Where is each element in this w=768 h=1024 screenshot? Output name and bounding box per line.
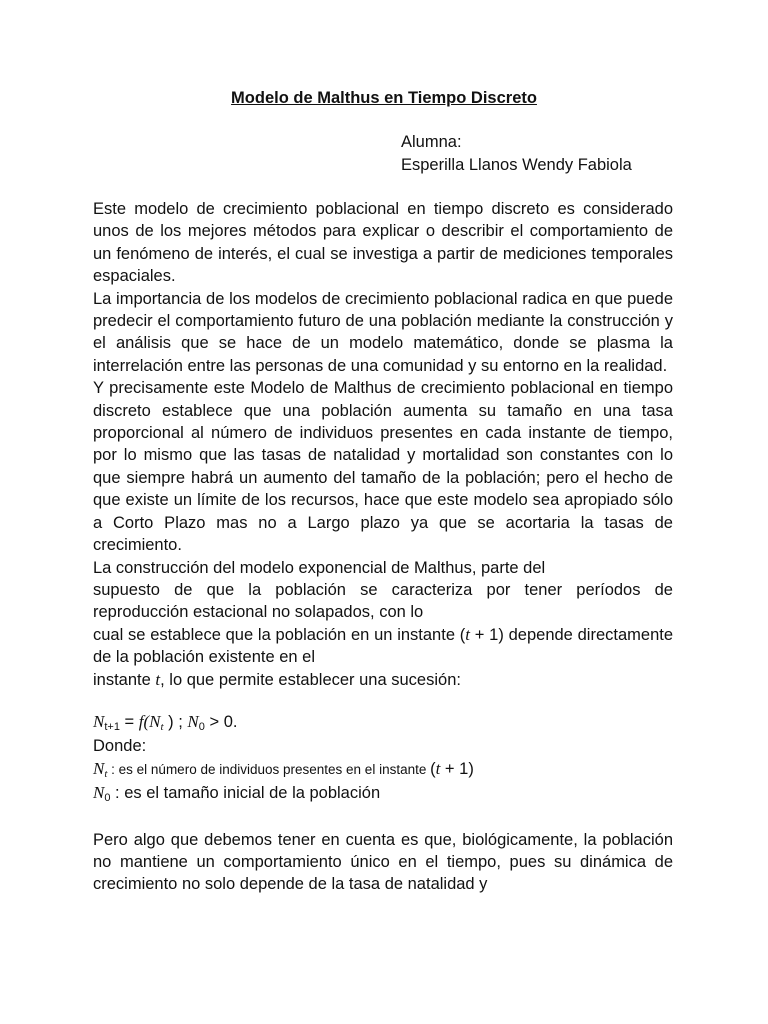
formula-eq: = xyxy=(119,712,139,731)
def1-paren: ( xyxy=(430,759,436,778)
formula-sub-t: t xyxy=(160,720,164,733)
def2-text: : es el tamaño inicial de la población xyxy=(110,784,381,803)
variable-t: t xyxy=(155,669,161,689)
definition-2 xyxy=(93,782,673,806)
paragraph-4-line-4 xyxy=(93,669,673,691)
formula-N-arg: N xyxy=(149,711,161,731)
line-3-end: + 1) depende directamente de la población existente en el xyxy=(93,625,674,667)
paragraph-4-line-2: supuesto de que la población se caracteriza por tener períodos de reproducción estacional no solapados, con lo xyxy=(93,580,673,622)
line-4-start: instante xyxy=(93,670,156,689)
document-title: Modelo de Malthus en Tiempo Discreto xyxy=(231,89,537,107)
paragraph-4-line-3 xyxy=(93,624,673,669)
def1-sub-t: t xyxy=(104,767,108,780)
author-label: Alumna: xyxy=(401,133,462,151)
variable-t: t xyxy=(465,624,470,644)
donde-label: Donde: xyxy=(93,737,147,756)
line-3-start: cual se establece que la población en un instante ( xyxy=(93,625,466,644)
formula-paren-close: ) ; xyxy=(163,712,188,731)
author-name: Esperilla Llanos Wendy Fabiola xyxy=(401,155,632,174)
spacer xyxy=(93,691,673,711)
formula-paren: ( xyxy=(143,711,150,731)
document-body xyxy=(93,198,673,896)
def1-tail: + 1) xyxy=(440,759,474,778)
definition-1 xyxy=(93,758,673,782)
paragraph-5: Pero algo que debemos tener en cuenta es que, biológicamente, la población no mantiene un comportamiento único en el tiempo, pues su dinámica de crecimiento no solo depende de la tasa de natalidad y xyxy=(93,830,673,894)
def1-t: t xyxy=(435,758,441,778)
paragraph-3: Y precisamente este Modelo de Malthus de crecimiento poblacional en tiempo discreto establece que una población aumenta su tamaño en una tasa proporcional al número de individuos presentes en cada instante de tiempo, por lo mismo que las tasas de natalidad y mortalidad son constantes con lo que siempre habrá un aumento del tamaño de la población; pero el hecho de que existe un límite de los recursos, hace que este modelo sea apropiado sólo a Corto Plazo mas no a Largo plazo ya que se acortaria la tasas de crecimiento. xyxy=(93,379,673,555)
paragraph-1: Este modelo de crecimiento poblacional en tiempo discreto es considerado unos de los mejores métodos para explicar o describir el comportamiento de un fenómeno de interés, el cual se investiga a partir de mediciones temporales espaciales. xyxy=(93,200,673,286)
formula xyxy=(93,711,673,735)
spacer xyxy=(93,807,673,829)
def1-N: N xyxy=(93,758,105,778)
formula-sub-t1: t+1 xyxy=(104,720,120,733)
def2-sub-0: 0 xyxy=(104,792,111,805)
formula-sub-0: 0 xyxy=(198,720,205,733)
def2-N: N xyxy=(93,783,105,803)
formula-f: f xyxy=(138,711,144,731)
author-block xyxy=(401,131,632,176)
formula-tail: > 0. xyxy=(204,712,238,731)
def1-text: : es el número de individuos presentes en el instante xyxy=(107,761,431,777)
line-4-end: , lo que permite establecer una sucesión: xyxy=(160,670,461,689)
formula-N: N xyxy=(93,711,105,731)
paragraph-4-line-1: La construcción del modelo exponencial de Malthus, parte del xyxy=(93,558,546,577)
paragraph-2: La importancia de los modelos de crecimiento poblacional radica en que puede predecir el comportamiento futuro de una población mediante la construcción y el análisis que se hace de un modelo matemático, donde se plasma la interrelación entre las personas de una comunidad y su entorno en la realidad. xyxy=(93,289,673,375)
formula-N0: N xyxy=(187,711,199,731)
